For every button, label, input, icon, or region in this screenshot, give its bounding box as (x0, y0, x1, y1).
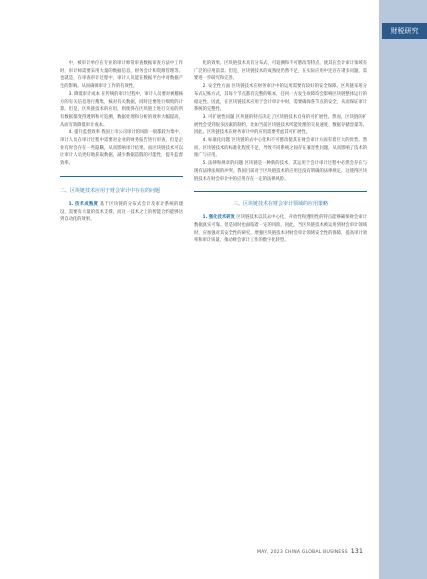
paragraph: 5. 法律和规章的问题 区块链是一种新的技术，其运用于会计审计过程中必然会存在与现有法律法规的冲突。我国目前对于区块链技术的应用还没有明确的法律规定，这使得区块链技术在财会审计中的应用存在一定的法律风险。 (194, 161, 367, 182)
paragraph: 2. 安全性方面 区块链技术在财务审计中的运用需要有较好的安全保障。区块链采用分布式记账方式，其每个节点都有完整的账本，任何一方发生故障均会影响区块链整体运行的稳定性。因此，在区块链技术应用于会计审计中时，需要确保各节点的安全，从而保证审计系统的完整性。 (194, 84, 367, 113)
page-number: 131 (350, 548, 364, 555)
point-title: 1. 技术成熟度 (68, 201, 99, 207)
paragraph: 中，被审计单位在专业的审计师常审查数据审查方法中工作时，审计师需要采用大量的数据信息，财务会计和资源管理等。也就是，在审查审计过程中，审计人员能在数据平台中对数据产生的影响。从而确保审计工作的有效性。 (60, 61, 183, 90)
point-body: 区块链技术以其去中心化、开放性和透明性的特点能够确保财会审计数据真实可靠。但是同时也面临着一定的风险。因此，当区块链技术被运用到财会审计领域时，应加强对其安全性的研究。增强区块链技术对财会审计领域安全性的保障，提高审计效率和审计质量，推动财会审计工作的数字化转型。 (194, 215, 368, 244)
point-title: 1. 强化技术研发 (202, 215, 235, 221)
point-body: 基于区块链的分布式会计及审计系统的建设，需要有大量的技术支撑，而这一技术之上的智能合约能够达到自动化的效果。 (60, 201, 183, 223)
paragraph: 3. 可扩展性问题 区块链的特点决定了区块链技术自身的可扩展性。然而，区块链的扩展性会受到很多因素的制约，比如当前区块链技术所能处理的交易速度、数据存储容量等。因此，区块链技术在财务审计中的应用需要考虑其可扩展性。 (194, 114, 367, 136)
paragraph: 3. 降低审计成本 在传统的审计过程中，审计人员要对被稽核方的有关信息进行搜集，核对有关数据，同时还要进行细致的计算。但是，区块链技术的应用，则使得在区块链上进行交易的所有数据都变得透明和可追溯，数据处理和分析的效率大幅提高，从而有效降低审计成本。 (60, 91, 183, 128)
section-heading: 三、区块链技术在财会审计领域的应用策略 (232, 201, 328, 208)
paragraph: 4. 标准化问题 区块链的去中心化和不可篡改使其在财会审计方面有着巨大的优势。然而，区块链技术的标准化程度不足，导致不同系统之间存在兼容性问题，从而影响了技术的推广与应用。 (194, 138, 367, 159)
paragraph: 化的效果。区块链技术具有分布式、可追溯和不可篡改等特点，使其在会计审计领域有广泛的应用前景。但是，区块链技术的成熟度仍然不足，在实际应用中还存在诸多问题，需要进一步研究和完善。 (194, 61, 367, 82)
left-column (60, 60, 183, 224)
paragraph: 4. 提升监督效率 我国上市公司审计的风险一般都较为集中，审计人员在审计过程中需要对企业的财务报告进行审查，但是企业有时会存在一些隐瞒，从而影响审计结果。而区块链技术可以让审计人员更好地获取数据，减少数据造假的可能性，提升监督效率。 (60, 130, 183, 167)
section-divider (194, 191, 367, 192)
issue-label: MAY, 2023 CHINA GLOBAL BUSINESS (257, 550, 348, 555)
page-footer (257, 548, 363, 555)
right-column (194, 60, 367, 245)
section-heading: 二、区块链技术应用于财会审计中存在的问题 (60, 187, 161, 194)
paragraph (60, 201, 183, 224)
section-tag: 财税研究 (382, 23, 427, 39)
side-decoration-bar (379, 0, 427, 579)
section-divider (60, 176, 183, 177)
paragraph (194, 214, 367, 245)
